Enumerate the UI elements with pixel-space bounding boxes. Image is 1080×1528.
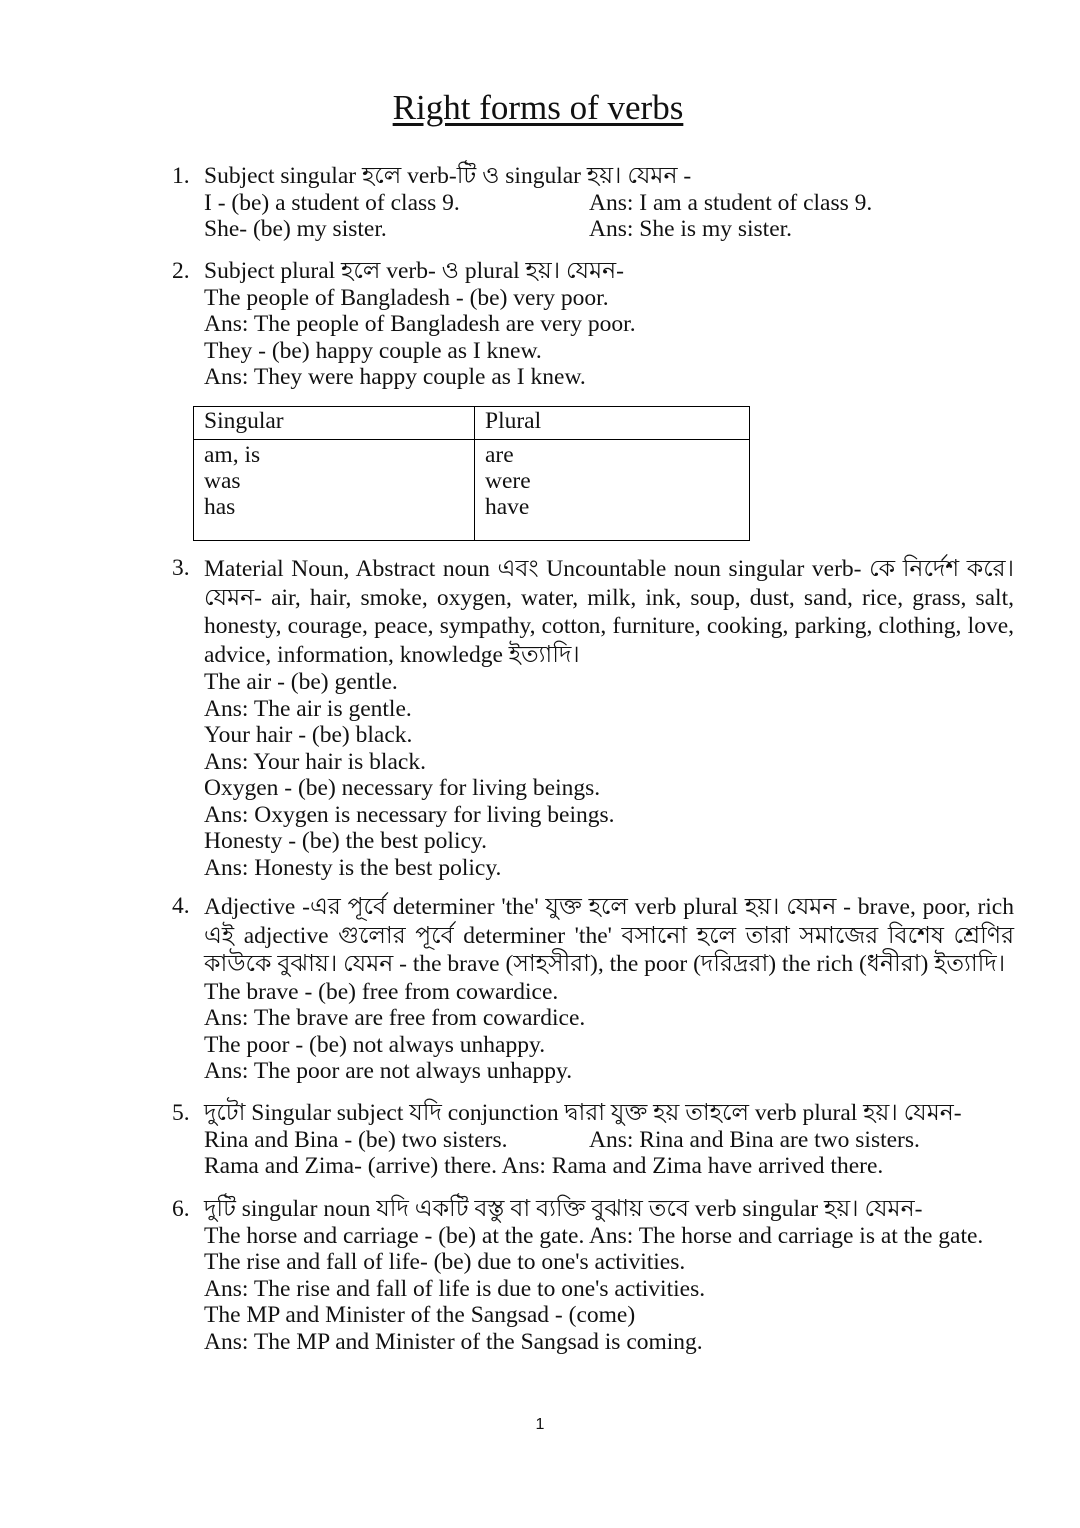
rule-6 xyxy=(172,1196,1014,1355)
example-line: Ans: The MP and Minister of the Sangsad is coming. xyxy=(204,1328,703,1355)
plural-form: were xyxy=(485,468,531,494)
table-header-row xyxy=(194,407,750,440)
rule-heading: দুটি singular noun যদি একটি বস্তু বা ব্যক্তি বুঝায় তবে verb singular হয়। যেমন- xyxy=(204,1196,923,1222)
table-header: Plural xyxy=(475,407,750,440)
table-header: Singular xyxy=(194,407,475,440)
plural-form: have xyxy=(485,494,530,520)
rule-heading: Material Noun, Abstract noun এবং Uncountable noun singular verb- কে নির্দেশ করে। যেমন- air, hair, smoke, oxygen, water, milk, ink, soup, dust, sand, rice, grass, salt, honesty, courage, peace, sympathy, cotton, furniture, cooking, parking, clothing, love, advice, information, knowledge ইত্যাদি। xyxy=(204,556,1014,668)
rule-number: 4. xyxy=(172,893,190,919)
example-line: Rama and Zima- (arrive) there. Ans: Rama and Zima have arrived there. xyxy=(204,1153,884,1179)
singular-plural-table xyxy=(193,406,750,541)
example-row xyxy=(204,190,1014,217)
rule-4 xyxy=(172,893,1014,1085)
example-line: Ans: The people of Bangladesh are very poor. xyxy=(204,311,636,337)
example-answer: Ans: She is my sister. xyxy=(589,216,793,242)
rule-number: 2. xyxy=(172,258,190,284)
example-line: The brave - (be) free from cowardice. xyxy=(204,978,559,1005)
example-question: Rina and Bina - (be) two sisters. xyxy=(204,1126,508,1153)
rule-number: 1. xyxy=(172,163,190,189)
rule-2 xyxy=(172,258,1014,391)
rule-number: 6. xyxy=(172,1196,190,1222)
rule-number: 3. xyxy=(172,555,190,581)
example-line: Ans: They were happy couple as I knew. xyxy=(204,364,586,390)
rule-5 xyxy=(172,1100,1014,1180)
example-line: Honesty - (be) the best policy. xyxy=(204,828,488,854)
example-line: Oxygen - (be) necessary for living beings. xyxy=(204,775,601,801)
example-line: The air - (be) gentle. xyxy=(204,669,398,695)
example-line: The poor - (be) not always unhappy. xyxy=(204,1031,546,1058)
example-line: Ans: The rise and fall of life is due to one's activities. xyxy=(204,1275,706,1302)
rule-3 xyxy=(172,555,1014,881)
singular-form: am, is xyxy=(204,442,261,468)
example-line: They - (be) happy couple as I knew. xyxy=(204,337,542,364)
singular-cell xyxy=(194,440,475,541)
example-line: Ans: The brave are free from cowardice. xyxy=(204,1005,586,1031)
example-question: I - (be) a student of class 9. xyxy=(204,189,460,216)
page-title: Right forms of verbs xyxy=(392,88,684,127)
example-line: Ans: The air is gentle. xyxy=(204,695,412,722)
example-line: Ans: Oxygen is necessary for living beings. xyxy=(204,801,615,828)
rule-number: 5. xyxy=(172,1100,190,1126)
example-line: Ans: Honesty is the best policy. xyxy=(204,854,502,881)
example-line: Ans: The poor are not always unhappy. xyxy=(204,1058,573,1084)
example-line: The rise and fall of life- (be) due to one's activities. xyxy=(204,1249,686,1275)
rule-heading: Subject plural হলে verb- ও plural হয়। যেমন- xyxy=(204,258,624,284)
example-line: The people of Bangladesh - (be) very poor. xyxy=(204,284,609,311)
rule-heading: দুটো Singular subject যদি conjunction দ্বারা যুক্ত হয় তাহলে verb plural হয়। যেমন- xyxy=(204,1100,962,1126)
example-question: She- (be) my sister. xyxy=(204,216,387,242)
example-line: The horse and carriage - (be) at the gate. Ans: The horse and carriage is at the gate. xyxy=(204,1222,984,1249)
example-answer: Ans: Rina and Bina are two sisters. xyxy=(589,1126,920,1153)
rule-1 xyxy=(172,163,1014,243)
example-line: The MP and Minister of the Sangsad - (come) xyxy=(204,1302,636,1328)
example-row xyxy=(204,216,1014,243)
singular-form: has xyxy=(204,494,236,520)
plural-form: are xyxy=(485,442,514,468)
example-line: Ans: Your hair is black. xyxy=(204,748,426,775)
singular-form: was xyxy=(204,468,241,494)
rule-heading: Adjective -এর পূর্বে determiner 'the' যুক্ত হলে verb plural হয়। যেমন - brave, poor, rich এই adjective গুলোর পূর্বে determiner 'the' বসানো হলে তারা সমাজের বিশেষ শ্রেণির কাউকে বুঝায়। যেমন - the brave (সাহসীরা), the poor (দরিদ্ররা) the rich (ধনীরা) ইত্যাদি। xyxy=(204,894,1014,977)
rule-heading: Subject singular হলে verb-টি ও singular হয়। যেমন - xyxy=(204,163,692,189)
example-answer: Ans: I am a student of class 9. xyxy=(589,189,873,216)
page-number: 1 xyxy=(535,1416,545,1433)
plural-cell xyxy=(475,440,750,541)
example-line: Your hair - (be) black. xyxy=(204,722,413,748)
example-row xyxy=(204,1127,1014,1154)
table-row xyxy=(194,440,750,541)
